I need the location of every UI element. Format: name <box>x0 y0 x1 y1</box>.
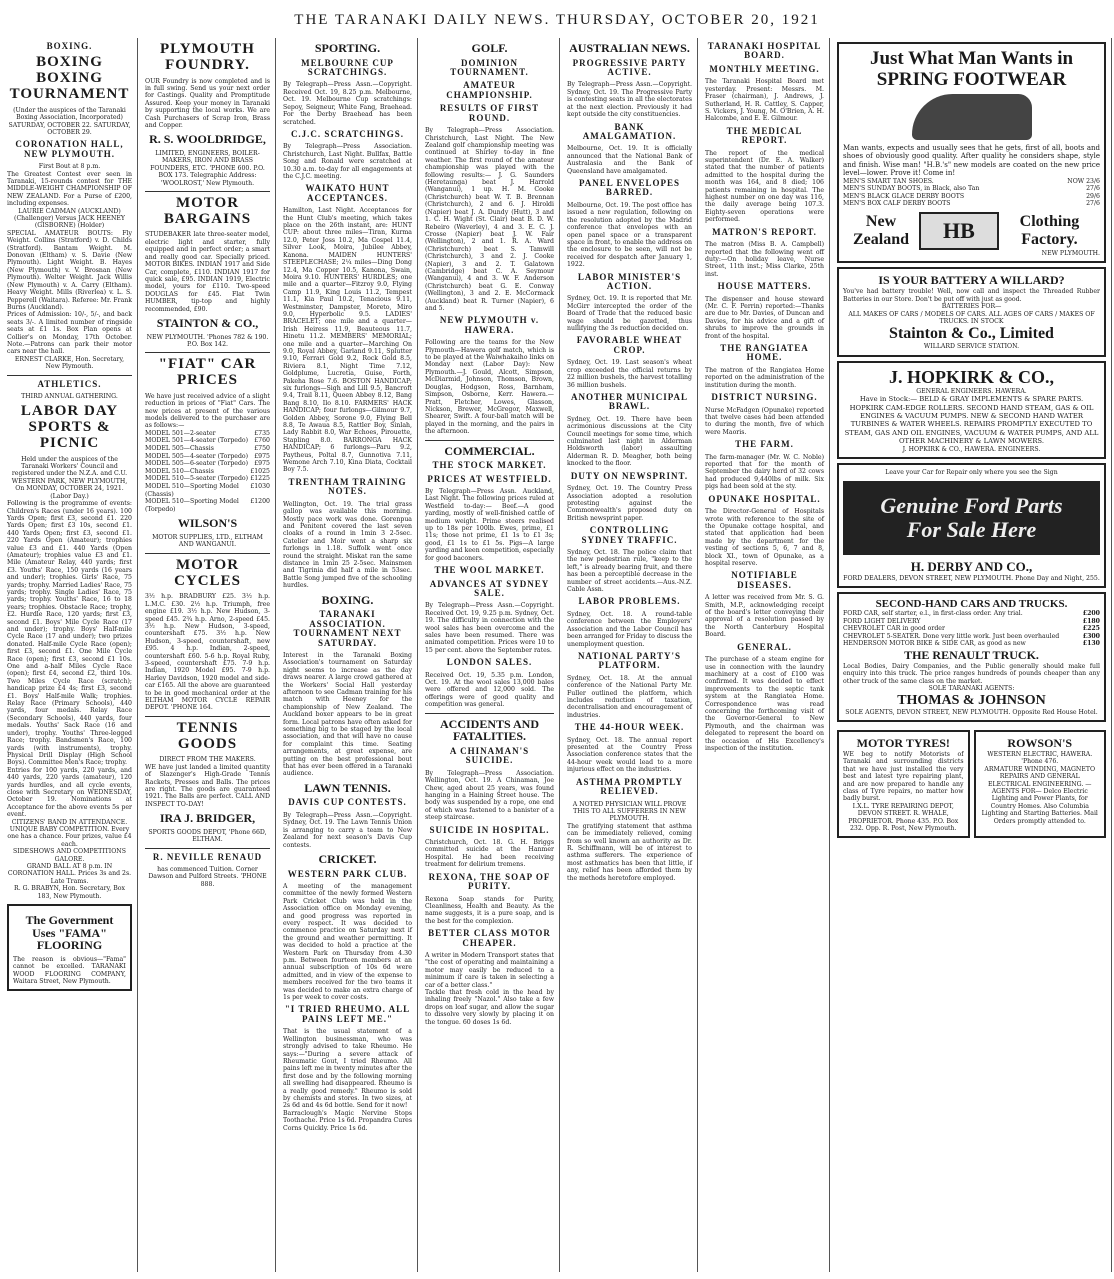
column-5 <box>562 38 698 1272</box>
fiat-model: MODEL 510—Sporting Model (Torpedo) <box>145 498 239 513</box>
fiat-price: £1200 <box>250 498 270 506</box>
davis-body: By Telegraph—Press Assn.—Copyright. Sydney, Oct. 19. The Lawn Tennis Union is arranging to carry a team to New Zealand for next season's Davis Cup contests. <box>283 811 412 849</box>
london-sales-heading: LONDON SALES. <box>446 657 533 668</box>
monthly-body: The Taranaki Hospital Board met yesterday. Present: Messrs. M. Fraser (chairman), J. Andrews, J. Sutherland, H. R. Cattley, S. Capper, S. Vickers, J. Young, M. O'Brien, A. H. Halcombe, and E. E. Gilmour. <box>705 78 824 123</box>
rangiatea-heading: THE RANGIATEA HOME. <box>720 343 809 363</box>
fiat-body: We have just received advice of a slight reduction in prices of "Fiat" Cars. The new prices at present of the various models delivered to the purchaser are as follows:— <box>145 392 270 430</box>
fama-body: The reason is obvious—"Fama" cannot be excelled. TARANAKI WOOD FLOORING COMPANY, Waitara Street, New Plymouth. <box>13 955 126 986</box>
rheumo-title: "I TRIED RHEUMO. ALL PAINS LEFT ME." <box>284 1004 411 1024</box>
western-park-heading: WESTERN PARK CLUB. <box>287 868 408 879</box>
shoe-item: MEN'S BLACK GLACE DERBY BOOTS <box>843 192 965 200</box>
secondhand-heading: SECOND-HAND CARS AND TRUCKS. <box>875 597 1068 610</box>
fiat-model: MODEL 510—5-seater (Torpedo) <box>145 475 249 483</box>
fiat-price: £735 <box>254 429 270 437</box>
boxing-sub: (Under the auspices of the Taranaki Boxing Association, Incorporated) <box>13 106 126 122</box>
progressive-heading: PROGRESSIVE PARTY ACTIVE. <box>572 57 687 78</box>
divider <box>145 716 270 717</box>
fama-title: The Government Uses "FAMA" FLOORING <box>25 913 114 953</box>
divider <box>145 848 270 849</box>
waikato-heading: WAIKATO HUNT ACCEPTANCES. <box>305 183 390 203</box>
derby-heading: H. DERBY AND CO., <box>910 558 1033 574</box>
newspaper-title: THE TARANAKI DAILY NEWS. THURSDAY, OCTOBER 20, 1921 <box>294 12 820 28</box>
hopkirk-ad <box>837 361 1106 459</box>
rangiatea-body: The matron of the Rangiatea Home reported on the administration of the institution during the month. <box>705 366 824 389</box>
melbourne-heading: MELBOURNE CUP SCRATCHINGS. <box>301 57 394 78</box>
rexona-body: Rexona Soap stands for Purity, Cleanliness, Health and Beauty. As the name suggests, it is a pure soap, and is the best for the complexion. <box>425 895 554 925</box>
boxing-body-2: Interest in the Taranaki Boxing Association's tournament on Saturday night seems to increase as the day draws nearer. A large crowd gathered at the Workers' Social Hall yesterday afternoon to see Cadman training for his match with Heeney for the championship of New Zealand. The Auckland boxer appears to be in great form. Local patrons have often asked for something big to be staged by the local association, and that will have no cause for complaint this time. Seating arrangements, at great expense, are putting on the best professional bout that has ever been offered in a Taranaki audience. <box>283 651 412 778</box>
farm-body: The farm-manager (Mr. W. C. Noble) reported that for the month of September the dairy herd of 32 cows had produced 9,440lbs of milk. Six pigs had been sold at the sty. <box>705 453 824 491</box>
shoe-item: MEN'S BOX CALF DERBY BOOTS <box>843 200 951 208</box>
car-price: £300 <box>1082 632 1100 640</box>
panel-heading: PANEL ENVELOPES BARRED. <box>578 178 681 198</box>
fiat-model: MODEL 505—4-seater (Torpedo) <box>145 452 249 460</box>
fiat-price: £975 <box>254 460 270 468</box>
lawn-tennis-heading: LAWN TENNIS. <box>304 780 391 795</box>
foundry-body: OUR Foundry is now completed and is in full swing. Send us your next order for Castings. Quality and Promptitude Assured. Keep your money in Taranaki by supporting the local works. We are Cash Purchasers of Scrap Iron, Brass and Copper. <box>145 77 270 129</box>
nazol-ad: Tackle that fresh cold in the head by inhaling freely "Nazol." Also take a few drops on loaf sugar, and allow the sugar to dissolve very slowly by placing it on the tongue. 60 doses 1s 6d. <box>425 989 554 1026</box>
district-body: Nurse McFadgen (Opunake) reported that twelve cases had been attended to during the month, five of which were Maoris. <box>705 406 824 436</box>
battery-body: You've had battery trouble! Well, now call and inspect the Threaded Rubber Batteries in our Store. Don't be put off with just as good. <box>843 288 1100 303</box>
labor-minister-heading: LABOR MINISTER'S ACTION. <box>577 271 682 291</box>
renault-heading: THE RENAULT TRUCK. <box>904 647 1039 662</box>
divider <box>145 553 270 554</box>
thomas-heading: THOMAS & JOHNSON <box>897 692 1046 708</box>
entries-text: Entries for 100 yards, 220 yards, and 440 yards, 220 yards (amateur), 120 yards hurdles, and all cycle events, close with Secretary on WEDNESDAY, October 19. Nominations at Acceptance for the above events 5s per event. <box>7 766 132 819</box>
rowson-sub: WESTERN ELECTRIC, HAWERA. 'Phone 476. <box>987 750 1093 766</box>
shoe-price: NOW 23/6 <box>1067 177 1100 185</box>
sporting-heading: SPORTING. <box>314 41 381 55</box>
suicide-heading: SUICIDE IN HOSPITAL. <box>429 824 550 835</box>
fiat-model: MODEL 505—6-seater (Torpedo) <box>145 460 249 468</box>
shoe-item: MEN'S SMART TAN SHOES. <box>843 177 934 185</box>
tennis-sub: DIRECT FROM THE MAKERS. <box>159 756 256 764</box>
wool-body: By Telegraph—Press Assn.—Copyright. Received Oct. 19, 9.25 p.m. Sydney, Oct. 19. The difficulty in connection with the wool sales has been overcome and the sales have been resumed. There was animated competition. Prices were 10 to 15 per cent. above the September rates. <box>425 602 554 654</box>
traffic-heading: CONTROLLING SYDNEY TRAFFIC. <box>581 525 678 545</box>
trentham-heading: TRENTHAM TRAINING NOTES. <box>288 476 407 497</box>
car-item: FORD LIGHT DELIVERY <box>843 617 921 625</box>
ford-genuine: Genuine Ford Parts <box>880 492 1063 518</box>
renaud-heading: R. NEVILLE RENAUD <box>152 851 263 862</box>
municipal-body: Sydney, Oct. 19. There have been acrimonious discussions at the City Council meetings for some time, which culminated last night in Alderman Holdsworth (labor) assaulting Alderman R. D. Meagher, both being knocked to the floor. <box>567 415 692 468</box>
masthead <box>0 0 1114 34</box>
car-row <box>843 618 1100 626</box>
thomas-sub: SOLE AGENTS, DEVON STREET, NEW PLYMOUTH. Opposite Red House Hotel. <box>845 708 1098 716</box>
fiat-row <box>145 483 270 498</box>
car-row <box>843 625 1100 633</box>
fiat-price: £760 <box>254 437 270 445</box>
car-price: £200 <box>1082 609 1100 617</box>
car-item: CHEVROLET 5-SEATER. Done very little work. Just been overhauled <box>843 632 1060 640</box>
suicide-body: Christchurch, Oct. 18. G. H. Briggs committed suicide at the Hanmer Hospital. He had been receiving treatment for delirium tremens. <box>425 839 554 869</box>
rowson-heading: ROWSON'S <box>1007 735 1073 750</box>
rowson-body: ARMATURE WINDING, MAGNETO REPAIRS AND GENERAL ELECTRICAL ENGINEERING. —AGENTS FOR— Delco Electric Lighting and Power Plants, for Country Homes. Also Columbia Lighting and Starting Batteries. Mail Orders promptly attended to. <box>981 765 1098 825</box>
car-row <box>843 633 1100 641</box>
municipal-heading: ANOTHER MUNICIPAL BRAWL. <box>570 391 689 412</box>
fiat-model: MODEL 510—Sporting Model (Chassis) <box>145 483 239 498</box>
opunake-body: The Director-General of Hospitals wrote with reference to the site of the Opunake cottage hospital, and stated that application had been made by the department for the vesting of sections 5, 6, 7 and 8, block XI., town of Opunake, as a hospital reserve. <box>705 508 824 567</box>
wooldridge-sub: LIMITED, ENGINEERS, BOILER-MAKERS, IRON AND BRASS FOUNDERS, ETC. 'PHONE 600. P.O. BOX 173. Telegraphic Address: 'WOOLROST,' New Plymouth. <box>150 149 265 187</box>
panel-body: Melbourne, Oct. 19. The post office has issued a new regulation, following on the resolution adopted by the Madrid conference that envelopes with an open panel space or a transparent space in front, to enable the address on the enclosure to be seen, will not be received for despatch after January 1, 1922. <box>567 201 692 269</box>
results-heading: RESULTS OF FIRST ROUND. <box>439 103 540 123</box>
rheumo-body: That is the usual statement of a Wellington businessman, who was strongly advised to take Rheumo. He says:—"During a severe attack of Rheumatic Gout, I tried Rheumo. All pains left me in twenty minutes after the first dose and by the following morning all swelling had disappeared. Rheumo is a really good remedy." Rheumo is sold by chemists and stores. In two sizes, at 2s 6d and 4s 6d bottle. Send for it now! <box>283 1028 412 1110</box>
better-class-heading: BETTER CLASS MOTOR CHEAPER. <box>428 928 551 948</box>
batteries-all: ALL MAKES OF CARS / MODELS OF CARS. ALL AGES OF CARS / MAKES OF TRUCKS. IN STOCK <box>848 310 1095 326</box>
shoe-row <box>843 193 1100 201</box>
monthly-heading: MONTHLY MEETING. <box>709 63 820 74</box>
braburn-sign: R. G. BRABYN, Hon. Secretary, Box 183, New Plymouth. <box>14 885 125 900</box>
secondhand-ad <box>837 592 1106 722</box>
hb-logo: HB <box>919 212 999 250</box>
sideshows: SIDESHOWS AND COMPETITIONS GALORE. <box>13 848 126 863</box>
shoe-row <box>843 200 1100 208</box>
hopkirk-sub: GENERAL ENGINEERS. HAWERA. <box>916 387 1027 395</box>
annual-gathering: THIRD ANNUAL GATHERING. <box>21 393 118 400</box>
admission-prices: Prices of Admission: 10/-, 5/-, and back seats 3/-. A limited number of ringside seats at £1 1s. Box Plan opens at Collier's on Monday, 17th October. Note.—Patrons can park their motor cars near the hall. <box>7 311 132 356</box>
hopkirk-stock: Have in Stock:— BELD & GRAY IMPLEMENTS & SPARE PARTS. HOPKIRK CAM-EDGE ROLLERS. SECOND HAND STEAM, GAS & OIL ENGINES & VACUUM PUMPS. NEW & SECOND HAND WATER TURBINES & WATER WHEELS. REPAIRS PROMPTLY EXECUTED TO STEAM, GAS AND OIL ENGINES, VACUUM & WATER PUMPS, AND ALL OTHER MACHINERY & LAWN MOWERS. <box>844 395 1099 446</box>
wheat-body: Sydney, Oct. 19. Last season's wheat crop exceeded the official returns by 22 million bushels, the harvest totalling 36 million bushels. <box>567 359 692 389</box>
fiat-price: £1030 <box>250 483 270 491</box>
hb-logo-row <box>843 212 1100 250</box>
wheat-heading: FAVORABLE WHEAT CROP. <box>576 335 683 355</box>
sole-agents: SOLE TARANAKI AGENTS: <box>928 685 1015 693</box>
house-body: The dispenser and house steward (Mr. C. F. Perrin) reported:—Thanks are due to Mr. Davies, of Duncan and Davies, for his advice and a gift of shrubs to improve the grounds in front of the hospital. <box>705 295 824 340</box>
fiat-heading: "FIAT" CAR PRICES <box>158 356 257 389</box>
column-2 <box>140 38 276 1272</box>
national-heading: NATIONAL PARTY'S PLATFORM. <box>577 650 682 671</box>
challenger-text: LAURIE CADMAN (AUCKLAND) (Challenger) Versus JACK HEENEY (GISBORNE) (Holder) <box>14 207 125 230</box>
advances-heading: ADVANCES AT SYDNEY SALE. <box>429 578 550 598</box>
motor-cycles-heading: MOTOR CYCLES <box>174 556 241 589</box>
fiat-row <box>145 453 270 461</box>
shoe-item: MEN'S SUNDAY BOOTS, in Black, also Tan <box>843 185 980 193</box>
batteries-for: BATTERIES FOR— <box>941 303 1002 311</box>
car-price: £180 <box>1082 617 1100 625</box>
boxing-heading-2: BOXING. <box>321 592 374 607</box>
chinaman-body: By Telegraph—Press Association. Wellington, Oct. 19. A Chinaman, Joe Chew, aged about 25 years, was found hanging in a Haining Street house. The body was suspended by a rope, one end of which was fastened to a banister of a steep staircase. <box>425 769 554 822</box>
commercial-heading: COMMERCIAL. <box>444 443 535 458</box>
better-class-body: A writer in Modern Transport states that "the cost of operating and maintaining a motor may easily be reduced to a minimum if care is taken in selecting a car of a better class." <box>425 952 554 989</box>
spring-footwear-ad <box>837 42 1106 263</box>
citizens-band: CITIZENS' BAND IN ATTENDANCE. <box>11 818 128 826</box>
cjc-heading: C.J.C. SCRATCHINGS. <box>290 128 405 139</box>
car-price: £130 <box>1082 640 1100 648</box>
fiat-model: MODEL 510—Chassis <box>145 467 214 475</box>
fiat-row <box>145 498 270 513</box>
golf-body: By Telegraph—Press Association. Christchurch, Last Night. The New Zealand golf championship meeting was continued at Shirley to-day in fine weather. The first round of the amateur championship was played with the following results:— J. G. Saunders (Heretaunga) beat J. Harrold (Wanganui), 1 up. H. M. Cooke (Christchurch) beat W. T. B. Brennan (Christchurch), 2 and 6. J. Hiroldi (Napier) beat J. A. Dundy (Hutt), 3 and 1. C. H. Wight (St. Clair) beat B. D. W. Rebeiro (Waverley), 4 and 3. E. C. J. Crosse (Napier) beat J. W. Fair (Wellington), 2 and 1. R. A. Ward (Christchurch) beat S. Tamwill (Christchurch), 3 and 2. J. Cooke (Napier), 3 and 2. T. Galatown (Cambridge) beat C. A. Seymour (Wanganui), 4 and 3. W. F. Anderson (Christchurch) beat G. E. Conway (Wellington), 3 and 2. E. McCormack (Auckland) beat R. Turner (Napier), 6 and 5. <box>425 127 554 312</box>
spring-title: Just What Man Wants in SPRING FOOTWEAR <box>869 48 1074 90</box>
motor-tyres-heading: MOTOR TYRES! <box>856 735 950 750</box>
car-item: FORD CAR, self starter, e.l., in first-class order. Any trial. <box>843 609 1023 617</box>
notifiable-body: A letter was received from Mr. S. G. Smith, M.P., acknowledging receipt of the board's letter conveying their approval of a resolution passed by the North Canterbury Hospital Board. <box>705 594 824 639</box>
shoe-illustration-icon <box>912 94 1032 140</box>
medical-heading: THE MEDICAL REPORT. <box>726 125 803 146</box>
shoe-row <box>843 185 1100 193</box>
fama-ad <box>7 904 132 991</box>
fiat-row <box>145 430 270 438</box>
cycles-list: 3½ h.p. BRADBURY £25. 3½ h.p. L.M.C. £30. 2½ h.p. Triumph, free engine £19. 3½ h.p. New Hudson, 3-speed £45. 2¾ h.p. Arno, 2-speed £45. 3½ h.p. New Hudson, 3-speed, countershaft £75. 3½ h.p. New Hudson, 3-speed, countershaft, new £95. 4 h.p. Indian, 2-speed, countershaft £60. 5-6 h.p. Royal Ruby, 3-speed, countershaft £75. 7-9 h.p. Indian, 1920 Model £95. 7-9 h.p. Harley Davidson, 1920 model and side-car £165. All the above are guaranteed to be in good mechanical order at the ELTHAM MOTOR CYCLE REPAIR DEPOT. 'PHONE 164. <box>145 593 270 712</box>
rexona-title: REXONA, THE SOAP OF PURITY. <box>428 871 551 892</box>
spring-body: Man wants, expects and usually sees that he gets, first of all, boots and shoes of obviously good quality. After quality he considers shape, style and finish. Wise man! "H.B.'s" new models are coated on the new price level—lower. Prove it! Come in! <box>843 144 1100 178</box>
cricket-heading: CRICKET. <box>318 851 377 866</box>
asthma-sub: A NOTED PHYSICIAN WILL PROVE THIS TO ALL SUFFERERS IN NEW PLYMOUTH. <box>572 800 687 823</box>
boxing-heading: BOXING BOXING TOURNAMENT <box>9 54 130 102</box>
fiat-model: MODEL 501—2-seater <box>145 429 216 437</box>
motor-bargains: MOTOR BARGAINS <box>163 194 252 227</box>
golf-heading: GOLF. <box>471 41 508 55</box>
wooldridge-heading: R. S. WOOLDRIDGE, <box>149 132 266 147</box>
tennis-heading: TENNIS GOODS <box>176 719 239 752</box>
ixl-sub: DEVON STREET. R. WHALE, PROPRIETOR. Phone 435. P.O. Box 232. Opp. R. Post, New Plymouth. <box>848 810 959 832</box>
np-hawera-body: Following are the teams for the New Plymouth—Hawera golf match, which is to be played at the Waiwhakaiho links on Monday next (Labor Day): New Plymouth.—J. Gould, Alcott, Simpson, McDiarmid, Johnson, Thomson, Brown, Douglas, Hodgson, Ross, Barnham, Simpson, Osborne, Kerr. Hawera.—Pratt, Fletcher, Lowes, Glasson, Nickson, Brewer, McGregor, Maxwell, Shearer, Swift. A four-ball match will be played in the morning, and the pairs in the afternoon. <box>425 339 554 436</box>
london-body: Received Oct. 19, 5.35 p.m. London, Oct. 19. At the wool sales 13,000 bales were offered and 12,000 sold. The offerings were of good quality and competition was general. <box>425 671 554 709</box>
fiat-model: MODEL 501—4-seater (Torpedo) <box>145 437 249 445</box>
waikato-body: Hamilton, Last Night. Acceptances for the Hunt Club's meeting, which takes place on the 26th instant, are: HUNT CUP: about three miles—Tiran, Kurma 12.0, Peter Joss 10.2, Ma Cospel 11.4, Silver Look, Moira, Jubilee Abbey, Kanona. MAIDEN HUNTERS' STEEPLECHASE; 2¼ miles—Ding Dong 12.4, Ma Copper 10.5, Kanona, Swain, Moira 9.10. HUNTERS' HURDLES; one mile and a quarter—Fitzroy 9.0, Flying Camp 11.9, King Louis 11.2, Tempest 11.1, Kia Paul 10.2, Tenacious 9.11, Westminster, Dampster, Moreto, Miro 9.0, Hyperbolic 9.5. LADIES' BRACELET; one mile and a quarter—Irish Heiress 11.9, Beauteous 11.7, Hinetu 11.2. MEMBERS' MEMORIAL; one mile and a quarter—Marching On 9.0, Royal Abbey, Garland 9.11, Splutter 9.10, Ferrari Gold 9.2, Rock Gold 8.5, Riviera 8.1, Night Time 7.12, Goldplume, Lucretia, Guise, Forth, Pakeha Rose 7.6. BOSTON HANDICAP; six furlongs—Sigh and Lill 9.5, Bancroft 9.4, Trail 8.11, Queen Abbey 8.12, Bang Bang 8.10, Ilo 8.10. FARMERS' HACK HANDICAP; four furlongs—Gilmour 9.7, Golden Abbey, Sorone 9.0, Flying Bell 8.8, Te Awaua 8.5, Rattler Boy, Sinlah, Lady Rabbit 8.0, War Echoes, Pirouette, Stapling 8.0. BARRONGA HACK HANDICAP; 6 furlongs—Paru 9.2, Paytheus, Poltal 8.7, Gunnotiva 7.11, Wemone Arch 7.10, Kina Diata, Cocktail Boy 7.5. <box>283 207 412 474</box>
renaud-sub: has commenced Tuition. Corner Dawson and Pulford Streets. 'PHONE 888. <box>148 866 267 888</box>
stainton-ltd: Stainton & Co., Limited <box>889 325 1054 343</box>
ford-parts-sign <box>843 481 1100 555</box>
shoe-price: 27/6 <box>1086 185 1100 193</box>
hb-town: NEW PLYMOUTH. <box>1041 250 1100 257</box>
battery-title: IS YOUR BATTERY A WILLARD? <box>878 273 1065 288</box>
barraclough-ad: Barraclough's Magic Nervine Stops Toothache. Price 1s 6d. Propandra Cures Corns Quickly. Price 1s 6d. <box>283 1109 412 1132</box>
willard-station: WILLARD SERVICE STATION. <box>923 343 1020 351</box>
fiat-row <box>145 475 270 483</box>
first-bout: First Bout at 8 p.m. <box>38 163 101 171</box>
taranaki-assn: TARANAKI ASSOCIATION. TOURNAMENT NEXT SATURDAY. <box>293 609 402 648</box>
general-heading: GENERAL. <box>737 641 792 652</box>
westfield-heading: PRICES AT WESTFIELD. <box>427 473 552 484</box>
events-list: Following is the programme of events: Children's Races (under 16 years). 100 Yards Open; first £3, second £1. 220 Yards Open; first £3 10s, second £1. 440 Yards Open; first £3, second £1. 220 Yards Open (Amateur); trophies value £3 and £1. 440 Yards (Open (Amateur); trophies value £3 and £1. Mile (Amateur Relay, 440 yards; first £3. Youths' Race, 150 yards (16 years and under); trophies. Girls' Race, 75 yards; trophy. Married Ladies' Race, 75 yards; trophy. Single Ladies' Race, 75 yards; trophy. Youths' Race, 16 to 18 years; trophies. Obstacle Race; trophy, £2. Hurdle Race, 120 yards; first £3, second £1. Boys' Mile Cycle Race (17 and under); trophy. Boys' Half-mile Cycle Race (17 and under); two prizes donated. Half-mile Cycle Race (open); first £3, second £1. One Mile Cycle Race (open); first £3, second £1 10s. One and a-half Miles Cycle Race (open); first £4, second £2, third 10s. Two Miles Cycle Race (scratch); handicap prize £4 4s; first £3, second £1. Boys' Half-mile Walk; trophies. Relay Race (Primary Schools), 440 yards, four medals. Relay Race (Secondary Schools), 440 yards, four medals. Youths' Sack Race (16 and under), trophy. Youths' Three-legged Race; trophy. Bandsmen's Race, 100 yards (with instruments), trophy. Physical Drill Display (High School Boys). Committee Men's Race; trophy. <box>7 500 132 767</box>
section-heading: BOXING. <box>46 41 93 51</box>
tennis-body: WE have just landed a limited quantity of Slazenger's High-Grade Tennis Rackets, Presses and Balls. The prices are right. The goods are guaranteed 1921. The Balls are perfect. CALL AND INSPECT TO-DAY! <box>145 763 270 808</box>
wool-market-heading: THE WOOL MARKET. <box>434 565 545 576</box>
divider <box>425 713 554 714</box>
shoe-price: 27/6 <box>1086 200 1100 208</box>
amateur-heading: AMATEUR CHAMPIONSHIP. <box>446 80 533 100</box>
accidents-heading: ACCIDENTS AND FATALITIES. <box>439 716 540 744</box>
derby-sub: FORD DEALERS, DEVON STREET, NEW PLYMOUTH. Phone Day and Night, 255. <box>843 574 1100 582</box>
divider <box>145 352 270 353</box>
fiat-row <box>145 445 270 453</box>
ford-leave: Leave your Car for Repair only where you see the Sign <box>885 469 1058 477</box>
bridger-sub: SPORTS GOODS DEPOT, 'Phone 66D, ELTHAM. <box>148 828 267 844</box>
nz-right: Clothing Factory. <box>1019 213 1080 248</box>
progressive-body: By Telegraph—Press Assn.—Copyright. Sydney, Oct. 19. The Progressive Party is contesting seats in all the electorates at the next election. Previously it had kept outside the city constituencies. <box>567 81 692 119</box>
bank-heading: BANK AMALGAMATION. <box>582 121 677 141</box>
chinaman-heading: A CHINAMAN'S SUICIDE. <box>449 745 530 766</box>
fiat-price: £750 <box>254 445 270 453</box>
wilsons-heading: WILSON'S <box>177 516 238 531</box>
boxing-dates: SATURDAY, OCTOBER 22. SATURDAY, OCTOBER 29. <box>8 121 131 136</box>
fiat-price: £975 <box>254 452 270 460</box>
fiat-price: £1225 <box>250 475 270 483</box>
renault-body: Local Bodies, Dairy Companies, and the Public generally should make full enquiry into this truck. The price ranges hundreds of pounds cheaper than any other truck of the same class on the market. <box>843 662 1100 685</box>
farm-heading: THE FARM. <box>735 439 794 450</box>
newsprint-body: Sydney, Oct. 19. The Country Press Association adopted a resolution protesting against the Commonwealth's proposed duty on British newsprint paper. <box>567 485 692 522</box>
column-4 <box>420 38 560 1272</box>
opunake-heading: OPUNAKE HOSPITAL. <box>708 493 821 504</box>
divider <box>145 191 270 192</box>
matron-heading: MATRON'S REPORT. <box>712 226 817 237</box>
baby-competition: UNIQUE BABY COMPETITION. Every one has a chance. Four prizes, value £4 each. <box>7 825 132 848</box>
hour-week-heading: THE 44-HOUR WEEK. <box>574 722 685 733</box>
tyres-body: WE beg to notify Motorists of Taranaki and surrounding districts that we have just installed the very best and latest tyre repairing plant, and are now prepared to handle any class of Tyre repairs, no matter how badly burst. <box>843 750 964 803</box>
stock-market-heading: THE STOCK MARKET. <box>432 460 547 471</box>
plymouth-foundry: PLYMOUTH FOUNDRY. <box>160 41 255 73</box>
fiat-price: £1025 <box>250 467 270 475</box>
trentham-body: Wellington, Oct. 19. The trial grass gallop was available this morning. Mostly pace work was done. Gorenpua and Penitent covered the last seven cloaks of a round in 1min 3 2-5sec. Catelier and Moir went a sharp six furlongs in 1.18. Suffolk went once round the straight. Miskat ran the same distance in 1min 25 2-5sec. Mainsmen and Tigrinia did half a mile in 53sec. Battle Song jumped five of the schooling hurdles. <box>283 500 412 590</box>
grand-ball: GRAND BALL AT 8 p.m. IN CORONATION HALL. Prices 3s and 2s. Late Trams. <box>7 863 132 885</box>
car-price: £225 <box>1082 625 1100 633</box>
district-heading: DISTRICT NURSING. <box>711 392 818 403</box>
matron-body: The matron (Miss B. A. Campbell) reported that the following went off duty:—On holiday leave, Nurse Street, 11th inst.; Miss Clarke, 25th inst. <box>705 241 824 278</box>
rowson-ad <box>974 730 1107 838</box>
cjc-body: By Telegraph—Press Association. Christchurch, Last Night. Bullfax, Battle Song and Ronald were scratched at 10.30 a.m. to-day for all engagements at the C.J.C. meeting. <box>283 143 412 180</box>
nz-left: New Zealand <box>853 213 910 248</box>
studebaker-text: STUDEBAKER late three-seater model, electric light and starter, fully equipped and in perfect order; a smart and really good car. Specially priced. MOTOR BIKES. INDIAN 1917 and Side Car, complete, £110. INDIAN 1917 for quick sale, £95. INDIAN 1919, Electric model, yours for £110. Two-speed DOUGLAS for £45. Flat Twin HUMBER, tip-top and highly recommended, £90. <box>145 231 270 313</box>
park-date: WESTERN PARK, NEW PLYMOUTH, On MONDAY, OCTOBER 24, 1921. (Labor Day.) <box>11 477 128 500</box>
labor-minister-body: Sydney, Oct. 19. It is reported that Mr. McGirr intercepted the order of the Board of Trade that the reduced basic wage should be gazetted, thus nullifying the 3s reduction decided on. <box>567 295 692 333</box>
shoe-row <box>843 178 1100 186</box>
labor-problems-body: Sydney, Oct. 18. A round-table conference between the Employers' Association and the Labor Council has been arranged for Friday to discuss the unemployment question. <box>567 610 692 648</box>
shoe-price-list <box>843 178 1100 208</box>
hospital-heading: TARANAKI HOSPITAL BOARD. <box>707 41 822 61</box>
car-item: CHEVROLET CAR in good order <box>843 625 945 633</box>
melbourne-body: By Telegraph—Press Assn.—Copyright. Received Oct. 19, 8.25 p.m. Melbourne, Oct. 19. Melbourne Cup scratchings: Sepoy, Seigneur, White Fang, Braehead. For the Derby Braehead has been scratched. <box>283 81 412 126</box>
divider <box>425 440 554 441</box>
national-body: Sydney, Oct. 18. At the annual conference of the National Party Mr. Fuller outlined the platform, which includes reduction of taxation, decentralisation and encouragement of industries. <box>567 674 692 719</box>
labor-day-heading: LABOR DAY SPORTS & PICNIC <box>20 403 119 451</box>
cricket-body: A meeting of the management committee of the newly formed Western Park Cricket Club was held in the Association office on Monday evening, and good progress was reported in every respect. It was decided to commence practice on Saturday next if the ground and weather permitting. It was decided to hold a practice at the Western Park on Thursday from 4.30 p.m. Between fourteen members at an annual subscription of 10s 6d were admitted, and in view of the expense to members received for the two teams it was decided to make an extra charge of 1s per week to cover costs. <box>283 882 412 1002</box>
house-heading: HOUSE MATTERS. <box>717 281 812 292</box>
bridger-heading: IRA J. BRIDGER, <box>159 811 256 826</box>
divider <box>7 375 132 376</box>
bottom-ads <box>837 726 1106 842</box>
medical-body: The report of the medical superintendent (Dr. E. A. Walker) stated that the number of patients admitted to the hospital during the month was 164, and 8 died; 106 patients remaining in hospital. The highest number on one day was 116, the daily average being 107.3. Eighty-seven operations were performed. <box>705 149 824 224</box>
ford-sale: For Sale Here <box>906 516 1037 542</box>
wilsons-sub: MOTOR SUPPLIES, LTD., ELTHAM AND WANGANUI. <box>152 534 263 549</box>
ford-ad <box>837 463 1106 588</box>
fiat-row <box>145 460 270 468</box>
hopkirk-heading: J. HOPKIRK & CO., <box>889 366 1054 387</box>
car-row <box>843 610 1100 618</box>
column-1 <box>2 38 138 1272</box>
fiat-model: MODEL 505—Chassis <box>145 445 214 453</box>
traffic-body: Sydney, Oct. 18. The police claim that the new pedestrian rule, "keep to the left," is already bearing fruit, and there has been a perceptible decrease in the number of street accidents.—Aus.-N.Z. Cable Assn. <box>567 549 692 594</box>
shoe-price: 29/6 <box>1086 192 1100 200</box>
athletics-heading: ATHLETICS. <box>37 378 102 389</box>
car-item: HENDERSON MOTOR BIKE & SIDE CAR, as good as new <box>843 640 1026 648</box>
labor-problems-heading: LABOR PROBLEMS. <box>578 596 681 607</box>
notifiable-heading: NOTIFIABLE DISEASES. <box>731 570 798 590</box>
newsprint-heading: DUTY ON NEWSPRINT. <box>570 470 689 481</box>
amateur-bouts: SPECIAL AMATEUR BOUTS: Fly Weight. Collins (Stratford) v. D. Childs (Stratford). Bantam Weight. M. Donovan (Eltham) v. S. Davie (New Plymouth). Light Weight. B. Hayes (New Plymouth) v. V. Brosnan (New Plymouth). Welter Weight. Jack Willis (New Plymouth) v. A. Carry (Eltham). Heavy Weight. Mills (Riverlea) v. L. S. Pepperell (Waitara). Referee: Mr. Frank Burns (Auckland). <box>7 229 132 311</box>
general-body: The purchase of a steam engine for use in connection with the laundry machinery at a cost of £100 was confirmed. It was decided to effect improvements to the septic tank system at the Rangiatea Home. Correspondence was read concerning the forthcoming visit of the Governor-General to New Plymouth, and the chairman was delegated to represent the board on the occasion of His Excellency's inspection of the institution. <box>705 656 824 752</box>
np-hawera-heading: NEW PLYMOUTH v. HAWERA. <box>439 315 540 335</box>
stainton-heading: STAINTON & CO., <box>156 315 259 330</box>
column-7-ads <box>832 38 1112 1272</box>
hopkirk-sign: J. HOPKIRK & CO., HAWERA. ENGINEERS. <box>902 445 1041 453</box>
fiat-row <box>145 468 270 476</box>
tyres-ad <box>837 730 970 838</box>
stock-body: By Telegraph—Press Assn. Auckland, Last Night. The following prices ruled at Westfield to-day:— Beef.—A good yarding, mostly of well-finished cattle of medium weight. Prime steers realised up to 18s per 100lb. Ewes, prime, £1 11s; those not prime, £1 1s to £1 3s; good, £1 1s to £1 5s. Pigs—A large yarding and keen competition, especially for good baconers. <box>425 488 554 562</box>
davis-heading: DAVIS CUP CONTESTS. <box>288 797 407 808</box>
australian-heading: AUSTRALIAN NEWS. <box>569 41 690 55</box>
fiat-row <box>145 437 270 445</box>
ixl-heading: I.X.L. TYRE REPAIRING DEPOT, <box>852 802 954 810</box>
bank-body: Melbourne, Oct. 19. It is officially announced that the National Bank of Australasia and the Bank of Queensland have amalgamated. <box>567 145 692 175</box>
battery-ad <box>837 267 1106 356</box>
column-6 <box>700 38 830 1272</box>
hour-week-body: Sydney, Oct. 18. The annual report presented at the Country Press Association conference states that the 44-hour week would lead to a more injurious effect on the industries. <box>567 736 692 774</box>
asthma-body: The gratifying statement that asthma can be immediately relieved, coming from so well known an authority as Dr. R. Schiffmann, will be of interest to asthma sufferers. The experience of most asthmatics has been that little, if any, relief has been afforded them by the methods heretofore employed. <box>567 822 692 882</box>
fiat-price-list <box>145 430 270 514</box>
secretary-sign: ERNEST CLARKE, Hon. Secretary, New Plymouth. <box>14 355 125 371</box>
car-row <box>843 640 1100 648</box>
column-3 <box>278 38 418 1272</box>
stainton-sub: NEW PLYMOUTH. 'Phones 782 & 190. P.O. Box 142. <box>146 333 269 348</box>
asthma-heading: ASTHMA PROMPTLY RELIEVED. <box>576 776 683 797</box>
labor-sub: Held under the auspices of the Taranaki Workers' Council and registered under the N.Z.A. and C.U. <box>11 455 128 478</box>
boxing-venue: CORONATION HALL, NEW PLYMOUTH. <box>15 139 124 159</box>
contest-text: The Greatest Contest ever seen in Taranaki, 15-rounds contest for THE MIDDLE-WEIGHT CHAMPIONSHIP OF NEW ZEALAND. For a Purse of £200, including expenses. <box>7 170 132 208</box>
dominion-heading: DOMINION TOURNAMENT. <box>450 57 529 78</box>
